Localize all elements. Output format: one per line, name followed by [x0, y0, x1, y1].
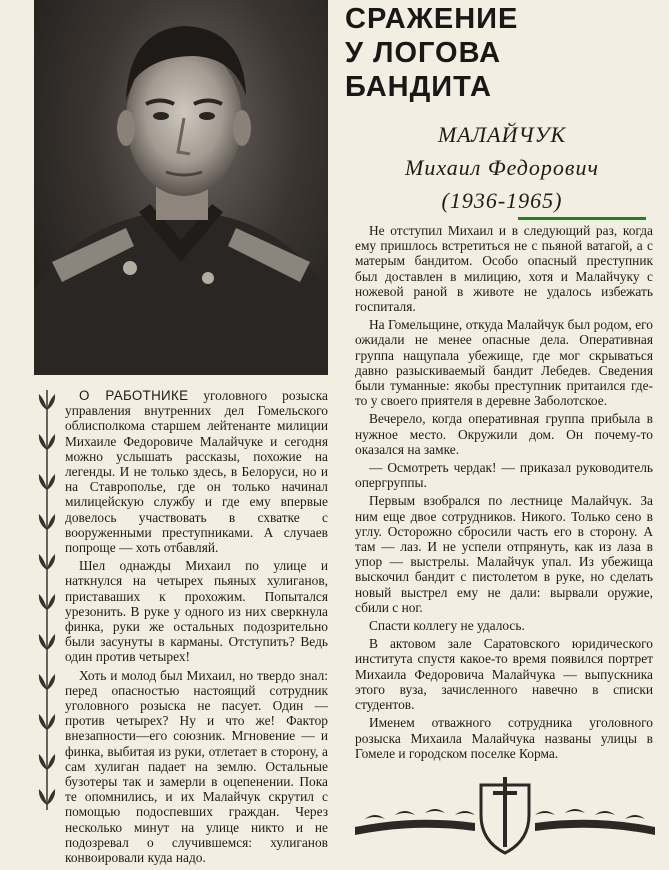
- left-column: [65, 388, 328, 868]
- byline: [372, 118, 632, 217]
- surname: МАЛАЙЧУК: [437, 122, 567, 147]
- paragraph: Спасти коллегу не удалось.: [369, 618, 525, 634]
- given-names: Михаил Федорович: [405, 155, 599, 180]
- paragraph: Не отступил Михаил и в следующий раз, когда ему пришлось встретиться не с пьяной ватагой, а с матерым бандитом. Особо опасный преступник был доставлен в милицию, хотя и Малайчуку с ножевой раной в животе не удалось избежать госпиталя.: [355, 223, 653, 315]
- paragraph: На Гомельщине, откуда Малайчук был родом, его ожидали не менее опасные дела. Оперативная группа нащупала убежище, где мог скрываться давно разыскиваемый бандит Лебедев. Сведения были туманные: якобы преступник притаился где-то у своего приятеля в деревне Заболотское.: [355, 317, 653, 409]
- paragraph: Первым взобрался по лестнице Малайчук. За ним еще двое сотрудников. Никого. Только сено в углу. Осторожно сбросили часть его в сторону. А там — лаз. И не успели отпрянуть, как из лаза в упор — выстрелы. Малайчук упал. Из убежища выскочил бандит с пистолетом в руке, но сделать новый выстрел ему не дали: вырвали оружие, сбили с ног.: [355, 493, 653, 615]
- paragraph: [65, 388, 328, 555]
- paragraph: — Осмотреть чердак! — приказал руководитель опергруппы.: [355, 460, 653, 491]
- paragraph: Хоть и молод был Михаил, но твердо знал: перед опасностью настоящий сотрудник уголовного розыска не пасует. Один — против четырех? Ну и что же! Фактор внезапности—его союзник. Мгновение — и финка, выбитая из руки, отлетает в сторону, а сам хулиган падает на землю. Остальные бузотеры так и замерли в оцепенении. Пока те опомнились, и их Малайчук скрутил с помощью подоспевших граждан. Через несколько минут на улице никто и не подозревал о случившемся: хулиганов конвоировали куда надо.: [65, 667, 328, 866]
- paragraph: Вечерело, когда оперативная группа прибыла в нужное место. Окружили дом. Он почему-то оказался на замке.: [355, 411, 653, 457]
- right-column: [355, 223, 653, 764]
- paragraph-text: уголовного розыска управления внутренних дел Гомельского облисполкома старшем лейтенанте милиции Михаиле Федоровиче Малайчуке и сегодня можно услышать рассказы, похожие на легенды. И не только здесь, в Белоруси, но и на Ставрополье, где он только начинал милицейскую службу и где ему впервые довелось участвовать в схватке с вооруженными преступниками. А случаев попроще — хоть отбавляй.: [65, 388, 328, 556]
- headline-line-2: У ЛОГОВА: [345, 37, 502, 69]
- shield-sword-emblem-icon: [355, 775, 655, 855]
- laurel-ornament-icon: [36, 390, 58, 810]
- paragraph: Именем отважного сотрудника уголовного розыска Михаила Малайчука названы улицы в Гомеле и городском поселке Корма.: [355, 715, 653, 761]
- article-headline: [345, 2, 645, 104]
- headline-line-3: БАНДИТА: [345, 71, 492, 103]
- lead-word: О РАБОТНИКЕ: [79, 388, 189, 403]
- green-rule: [518, 217, 646, 220]
- headline-line-1: СРАЖЕНИЕ: [345, 3, 519, 35]
- life-years: (1936-1965): [441, 188, 563, 213]
- portrait-illustration: [34, 0, 328, 375]
- paragraph: В актовом зале Саратовского юридического института спустя какое-то время появился портрет Михаила Федоровича Малайчука — выпускника этого вуза, зачисленного навечно в списки студентов.: [355, 636, 653, 713]
- portrait-photo: [34, 0, 328, 375]
- paragraph: Шел однажды Михаил по улице и наткнулся на четырех пьяных хулиганов, приставаших к прохожим. Попытался урезонить. В руке у одного из них сверкнула финка, руки же остальных подозрительно были засунуты в карманы. Отступить? Ведь один против четырех!: [65, 558, 328, 665]
